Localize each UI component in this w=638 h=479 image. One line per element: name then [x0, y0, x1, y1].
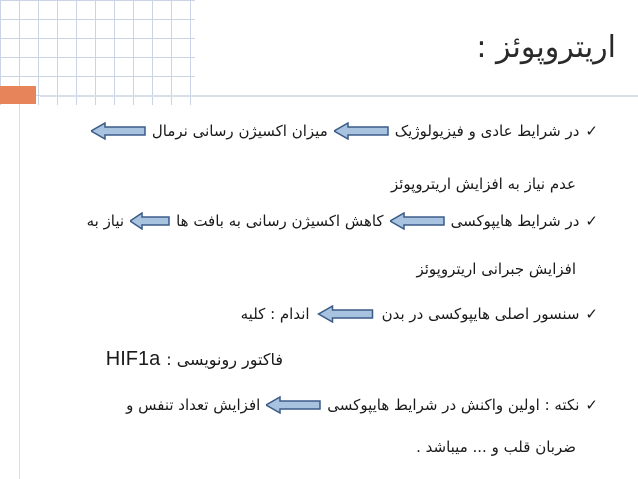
left-arrow-icon — [390, 212, 445, 230]
bullet-4-text-c: ضربان قلب و ... میباشد . — [416, 438, 576, 456]
bullet-1-text-c: عدم نیاز به افزایش اریتروپوئز — [390, 175, 576, 193]
hif1a-label: HIF1a — [105, 348, 161, 370]
slide-title: اریتروپوئز : — [476, 30, 616, 65]
bullet-3-text-b: اندام : کلیه — [240, 305, 310, 323]
check-icon: ✓ — [585, 122, 598, 140]
bullet-2-line-1 — [87, 212, 598, 230]
bullet-1-line-1 — [91, 122, 598, 140]
bullet-3-text-a: سنسور اصلی هایپوکسی در بدن — [381, 305, 580, 323]
left-arrow-icon — [91, 122, 146, 140]
bullet-3-line-2 — [106, 348, 283, 371]
bullet-4-text-a: نکته : اولین واکنش در شرایط هایپوکسی — [327, 396, 580, 414]
left-arrow-icon — [266, 396, 321, 414]
bullet-2-text-b: کاهش اکسیژن رسانی به بافت ها — [176, 212, 384, 230]
bullet-1-text-b: میزان اکسیژن رسانی نرمال — [151, 122, 328, 140]
bullet-3-text-c: فاکتور رونویسی : — [166, 350, 283, 369]
bullet-2-line-2 — [416, 260, 576, 278]
bullet-2-text-c: نیاز به — [86, 212, 125, 230]
check-icon: ✓ — [585, 212, 598, 230]
bullet-2-text-a: در شرایط هایپوکسی — [450, 212, 580, 230]
bullet-1-text-a: در شرایط عادی و فیزیولوژیک — [394, 122, 580, 140]
left-margin-rule — [19, 105, 20, 479]
check-icon: ✓ — [585, 305, 598, 323]
left-arrow-icon — [130, 212, 170, 230]
bullet-2-text-d: افزایش جبرانی اریتروپوئز — [416, 260, 576, 278]
bullet-4-line-2 — [416, 438, 576, 456]
bullet-4-line-1 — [126, 396, 598, 414]
accent-block — [0, 86, 36, 104]
bullet-1-line-2 — [391, 175, 576, 193]
bullet-3-line-1 — [241, 305, 598, 323]
title-divider — [40, 95, 638, 97]
left-arrow-icon — [316, 305, 376, 323]
left-arrow-icon — [334, 122, 389, 140]
check-icon: ✓ — [585, 396, 598, 414]
bullet-4-text-b: افزایش تعداد تنفس و — [126, 396, 261, 414]
